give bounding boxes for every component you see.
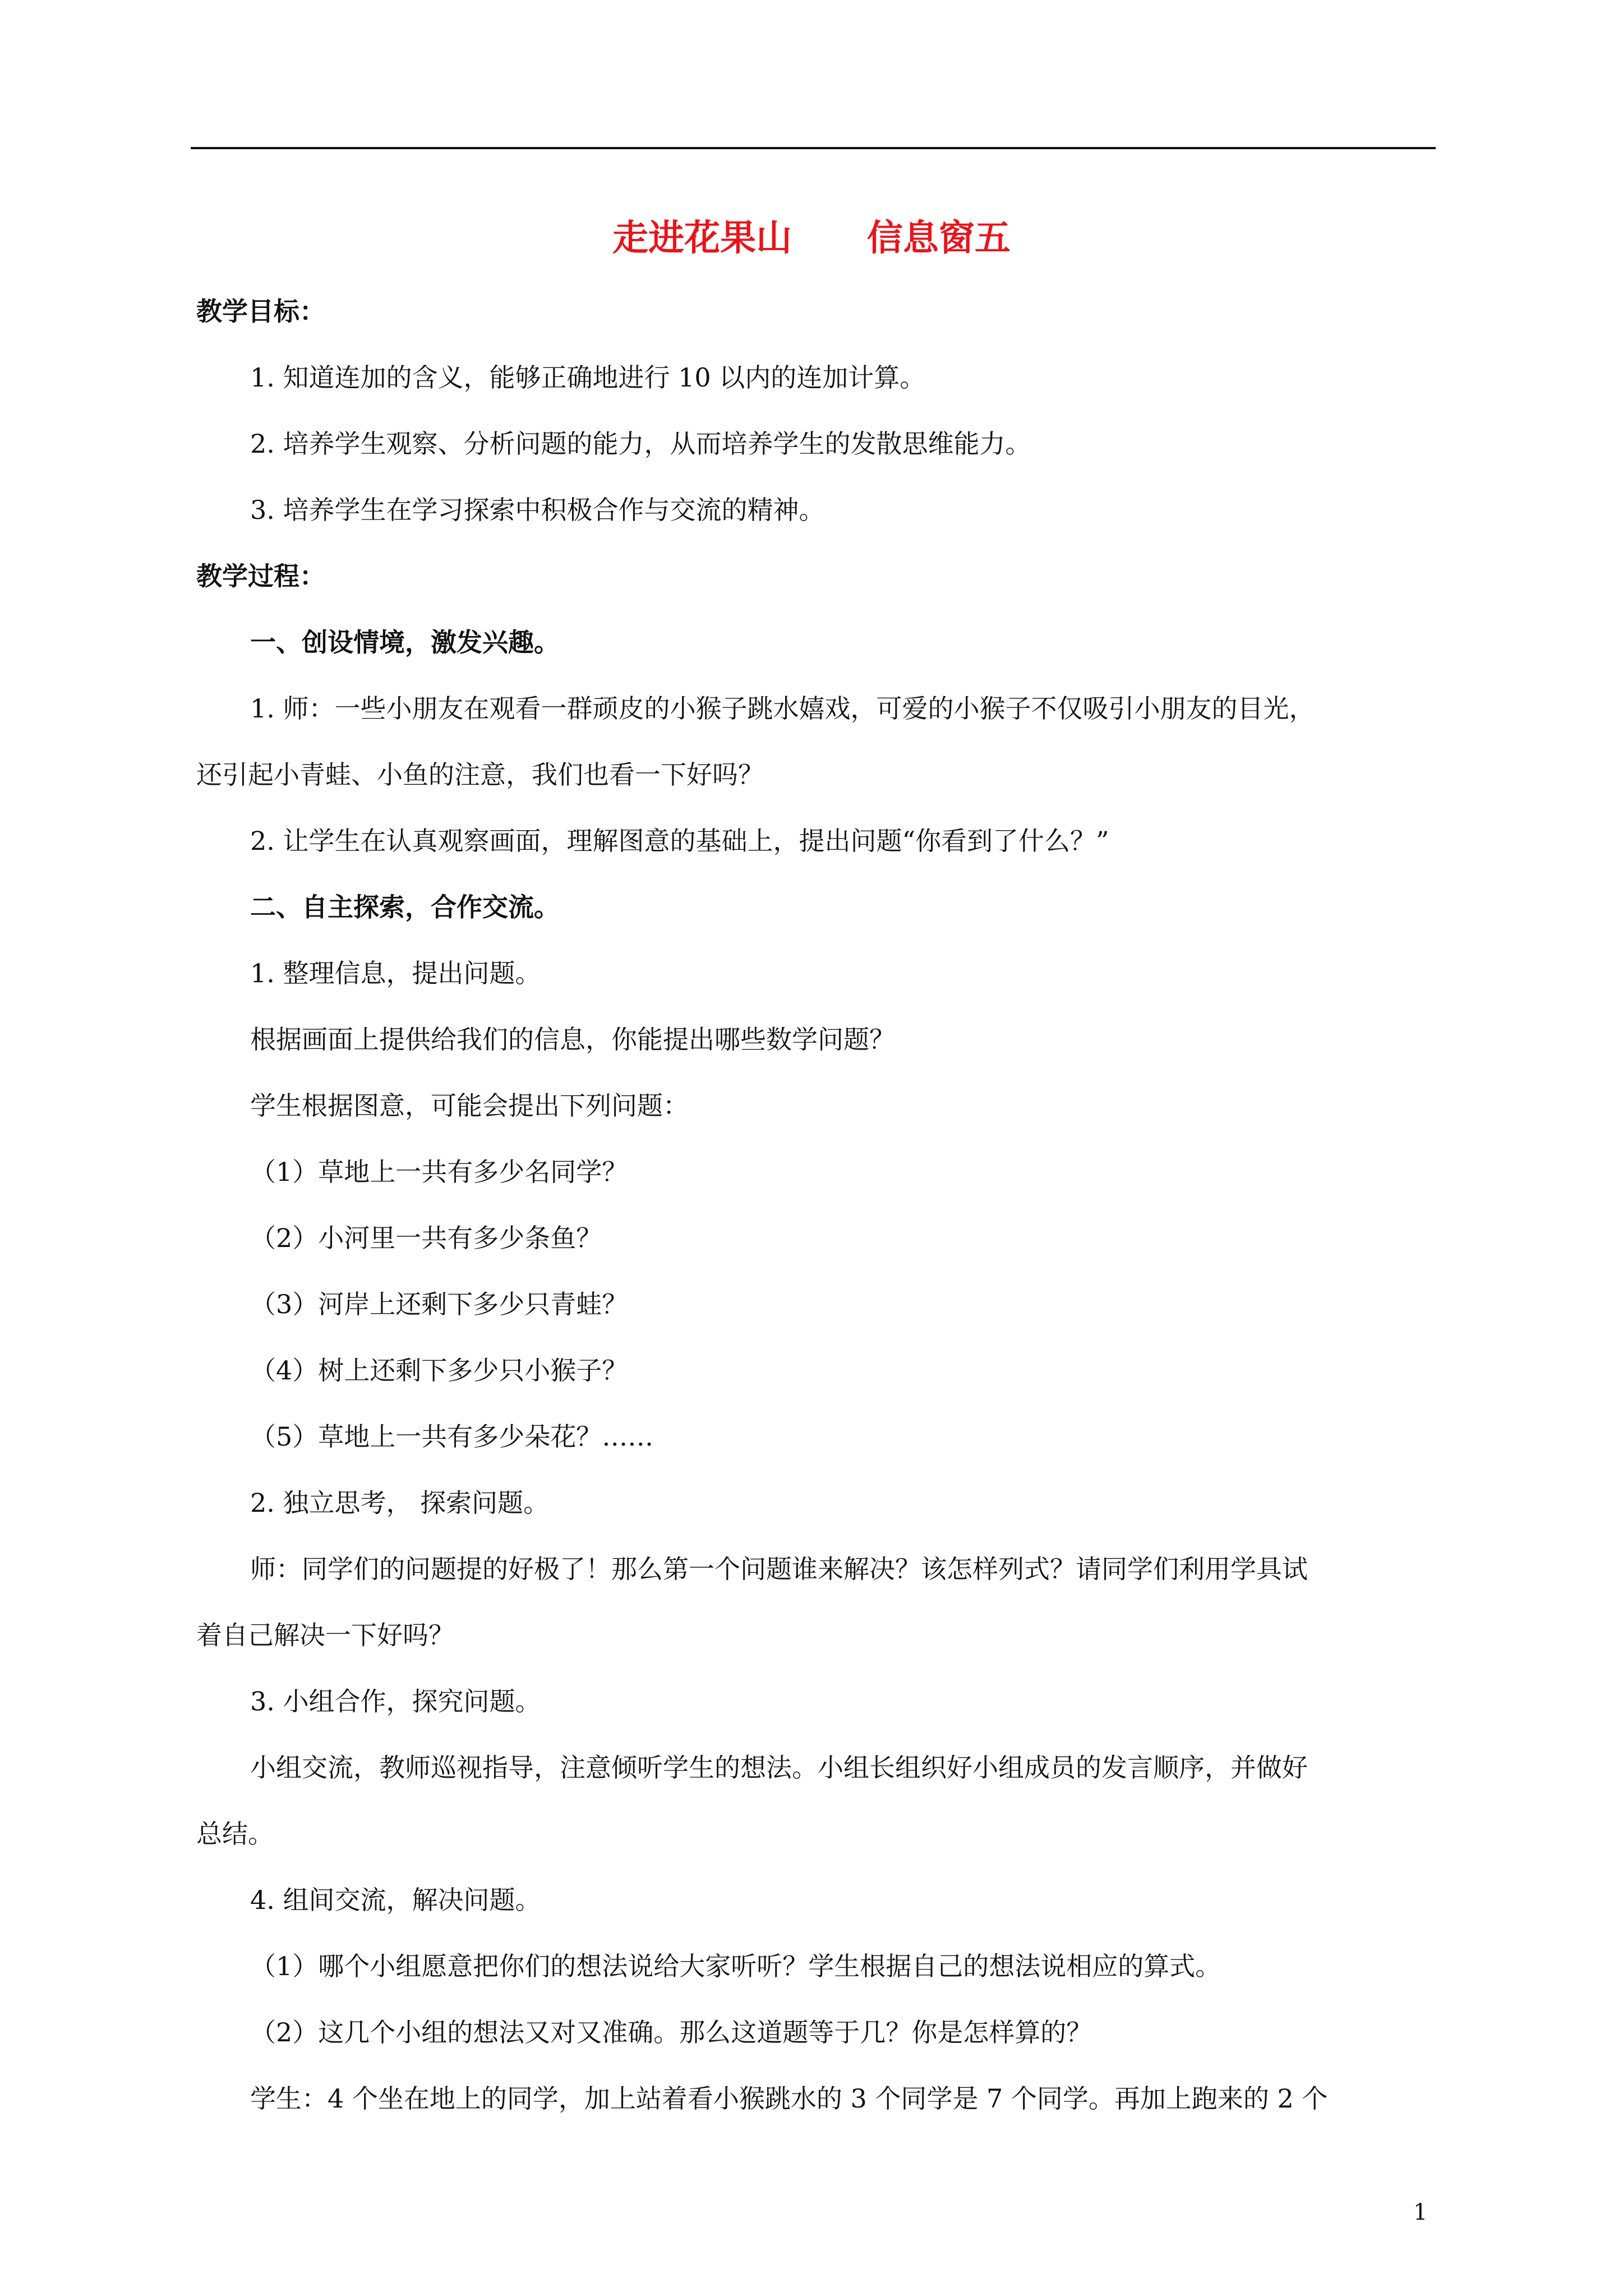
paragraph-line: 根据画面上提供给我们的信息，你能提出哪些数学问题？ bbox=[250, 1024, 895, 1055]
paragraph-line: （1）哪个小组愿意把你们的想法说给大家听听？学生根据自己的想法说相应的算式。 bbox=[250, 1951, 1221, 1981]
paragraph-line: 2. 让学生在认真观察画面，理解图意的基础上，提出问题“你看到了什么？” bbox=[250, 826, 1109, 856]
subsection-heading-1: 一、创设情境，激发兴趣。 bbox=[250, 627, 560, 657]
document-title: 走进花果山 信息窗五 bbox=[612, 217, 1011, 259]
paragraph-line: 学生根据图意，可能会提出下列问题： bbox=[250, 1091, 689, 1121]
question-item: （5）草地上一共有多少朵花？…… bbox=[250, 1421, 654, 1452]
step-heading: 3. 小组合作，探究问题。 bbox=[250, 1686, 541, 1717]
question-item: （3）河岸上还剩下多少只青蛙？ bbox=[250, 1289, 628, 1319]
goal-item-2: 2. 培养学生观察、分析问题的能力，从而培养学生的发散思维能力。 bbox=[250, 429, 1031, 459]
page-number: 1 bbox=[1413, 2200, 1428, 2225]
paragraph-line: 总结。 bbox=[196, 1819, 274, 1849]
step-heading: 2. 独立思考， 探索问题。 bbox=[250, 1488, 550, 1518]
paragraph-line: （2）这几个小组的想法又对又准确。那么这道题等于几？你是怎样算的？ bbox=[250, 2017, 1092, 2047]
paragraph-line: 学生：4 个坐在地上的同学，加上站着看小猴跳水的 3 个同学是 7 个同学。再加上跑来的 2 个 bbox=[250, 2083, 1328, 2114]
section-heading-teaching-goals: 教学目标： bbox=[196, 296, 325, 326]
document-body bbox=[196, 278, 1436, 2132]
paragraph-line: 还引起小青蛙、小鱼的注意，我们也看一下好吗？ bbox=[196, 760, 764, 790]
header-rule bbox=[191, 147, 1436, 149]
step-heading: 1. 整理信息，提出问题。 bbox=[250, 958, 541, 988]
step-heading: 4. 组间交流，解决问题。 bbox=[250, 1885, 541, 1915]
paragraph-line: 师：同学们的问题提的好极了！那么第一个问题谁来解决？该怎样列式？请同学们利用学具试 bbox=[250, 1554, 1308, 1584]
question-item: （1）草地上一共有多少名同学？ bbox=[250, 1157, 628, 1187]
paragraph-line: 小组交流，教师巡视指导，注意倾听学生的想法。小组长组织好小组成员的发言顺序，并做好 bbox=[250, 1752, 1308, 1783]
section-heading-teaching-process: 教学过程： bbox=[196, 561, 325, 591]
goal-item-3: 3. 培养学生在学习探索中积极合作与交流的精神。 bbox=[250, 495, 825, 525]
paragraph-line: 着自己解决一下好吗？ bbox=[196, 1620, 454, 1650]
subsection-heading-2: 二、自主探索，合作交流。 bbox=[250, 892, 560, 922]
question-item: （4）树上还剩下多少只小猴子？ bbox=[250, 1355, 628, 1386]
paragraph-line: 1. 师：一些小朋友在观看一群顽皮的小猴子跳水嬉戏，可爱的小猴子不仅吸引小朋友的目光， bbox=[250, 693, 1315, 724]
question-item: （2）小河里一共有多少条鱼？ bbox=[250, 1223, 602, 1253]
goal-item-1: 1. 知道连加的含义，能够正确地进行 10 以内的连加计算。 bbox=[250, 362, 926, 393]
